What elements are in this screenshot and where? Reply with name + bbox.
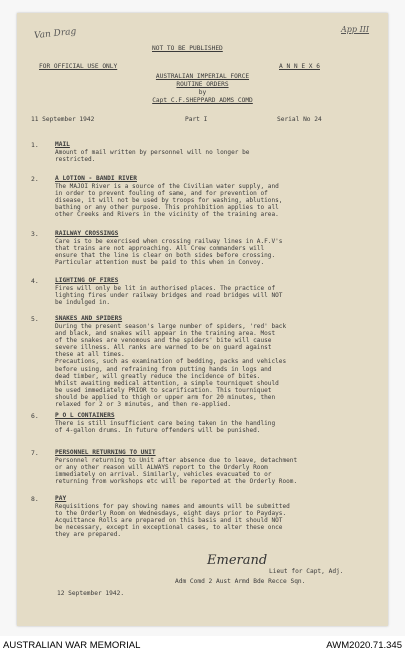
- section-heading: P O L CONTAINERS: [55, 412, 115, 419]
- section-line: bathing or any other purpose. This prohibition applies to all: [55, 204, 279, 212]
- section-line: Precautions, such as examination of bedding, packs and vehicles: [55, 358, 287, 366]
- section-body: [55, 183, 375, 218]
- commander-line: Capt C.F.SHEPPARD ADMS COMD: [152, 97, 253, 104]
- section-line: that trains are not approaching. All Crew commanders will: [55, 245, 265, 253]
- section-line: Requisitions for pay showing names and amounts will be submitted: [55, 503, 290, 510]
- section-heading: LIGHTING OF FIRES: [55, 277, 119, 284]
- not-published-heading: NOT TO BE PUBLISHED: [152, 45, 223, 52]
- document-page: [17, 13, 388, 626]
- section-line: be used immediately PRIOR to scarification. This tourniquet: [55, 386, 272, 394]
- section-line: other Creeks and Rivers in the vicinity of the training area.: [55, 211, 279, 219]
- section-line: The MAJOI River is a source of the Civilian water supply, and: [55, 183, 279, 190]
- section-line: and black, and snakes will appear in the training area. Most: [55, 330, 276, 338]
- footer-bar: [0, 638, 405, 653]
- section-body: [55, 457, 375, 485]
- section-line: severe illness. All ranks are warned to be on guard against: [55, 344, 272, 352]
- signature-unit: Adm Comd 2 Aust Armd Bde Recce Sqn.: [175, 578, 306, 585]
- signature: Emerand: [207, 553, 268, 568]
- section-line: be indulged in.: [55, 299, 111, 307]
- section-line: before using, and refraining from putting hands in logs and: [55, 365, 272, 373]
- section-line: to the Orderly Room on Wednesdays, eight days prior to Paydays.: [55, 510, 287, 518]
- section-body: [55, 323, 375, 408]
- section-heading: A LOTION - BANDI RIVER: [55, 175, 137, 182]
- section-line: Personnel returning to Unit after absence due to leave, detachment: [55, 457, 298, 464]
- section-number: 6.: [31, 412, 39, 420]
- section-body: [55, 503, 375, 538]
- section-line: in order to prevent fouling of same, and for prevention of: [55, 190, 268, 198]
- section-line: they are prepared.: [55, 531, 122, 539]
- section-line: returning from workshops etc will be reported at the Orderly Room.: [55, 478, 298, 486]
- handwritten-appendix-mark: App III: [341, 25, 370, 34]
- order-serial: Serial No 24: [277, 116, 322, 123]
- by-line: by: [198, 89, 207, 96]
- section-line: or any other reason will ALWAYS report to the Orderly Room: [55, 464, 268, 472]
- signature-rank: Lieut for Capt, Adj.: [269, 568, 344, 575]
- section-line: ensure that the line is clear on both sides before crossing.: [55, 252, 276, 260]
- section-number: 5.: [31, 315, 39, 323]
- section-line: Fires will only be lit in authorised places. The practice of: [55, 285, 276, 292]
- section-number: 7.: [31, 449, 39, 457]
- annex-label: A N N E X 6: [279, 63, 320, 70]
- section-body: [55, 285, 375, 306]
- section-heading: SNAKES AND SPIDERS: [55, 315, 123, 322]
- section-line: relaxed for 2 or 3 minutes, and then re-applied.: [55, 401, 232, 409]
- section-heading: PAY: [55, 495, 67, 502]
- section-line: be necessary, except in exceptional cases, to alter these once: [55, 524, 283, 532]
- section-line: lighting fires under railway bridges and road bridges will NOT: [55, 292, 283, 300]
- section-number: 2.: [31, 175, 39, 183]
- section-line: Whilst awaiting medical attention, a simple tourniquet should: [55, 379, 279, 387]
- section-number: 1.: [31, 141, 39, 149]
- orders-title: ROUTINE ORDERS: [176, 81, 229, 88]
- section-line: restricted.: [55, 156, 96, 164]
- section-line: Care is to be exercised when crossing railway lines in A.F.V's: [55, 238, 283, 245]
- order-date: 11 September 1942: [31, 116, 95, 123]
- section-line: immediately on arrival. Similarly, vehicles evacuated to or: [55, 471, 272, 479]
- section-line: During the present season's large number of spiders, 'red' back: [55, 323, 287, 330]
- official-use-heading: FOR OFFICIAL USE ONLY: [39, 63, 118, 70]
- section-line: these at all times.: [55, 351, 125, 359]
- section-line: dead timber, will greatly reduce the incidence of bites.: [55, 372, 261, 380]
- section-line: Amount of mail written by personnel will no longer be: [55, 149, 250, 156]
- section-number: 8.: [31, 495, 39, 503]
- section-body: [55, 149, 375, 163]
- section-line: should be applied to thigh or upper arm for 20 minutes, then: [55, 393, 276, 401]
- handwritten-note-top-left: Van Drag: [33, 26, 77, 42]
- section-heading: RAILWAY CROSSINGS: [55, 230, 119, 237]
- footer-accession-number: AWM2020.71.345: [326, 640, 402, 651]
- section-line: disease, it will not be used by troops for washing, ablutions,: [55, 197, 283, 205]
- section-number: 3.: [31, 230, 39, 238]
- section-line: Particular attention must be paid to this when in Convoy.: [55, 259, 265, 267]
- order-part: Part I: [185, 116, 208, 123]
- organisation-title: AUSTRALIAN IMPERIAL FORCE: [155, 73, 250, 80]
- section-line: There is still insufficient care being taken in the handling: [55, 420, 276, 427]
- section-body: [55, 238, 375, 266]
- section-line: Acquittance Rolls are prepared on this basis and it should NOT: [55, 517, 283, 525]
- section-line: of 4-gallon drums. In future offenders will be punished.: [55, 427, 261, 435]
- footer-institution: AUSTRALIAN WAR MEMORIAL: [3, 640, 141, 651]
- section-number: 4.: [31, 277, 39, 285]
- section-heading: MAIL: [55, 141, 70, 148]
- section-body: [55, 420, 375, 434]
- section-line: of the snakes are venomous and the spiders' bite will cause: [55, 337, 272, 345]
- signoff-date: 12 September 1942.: [57, 590, 125, 597]
- section-heading: PERSONNEL RETURNING TO UNIT: [55, 449, 156, 456]
